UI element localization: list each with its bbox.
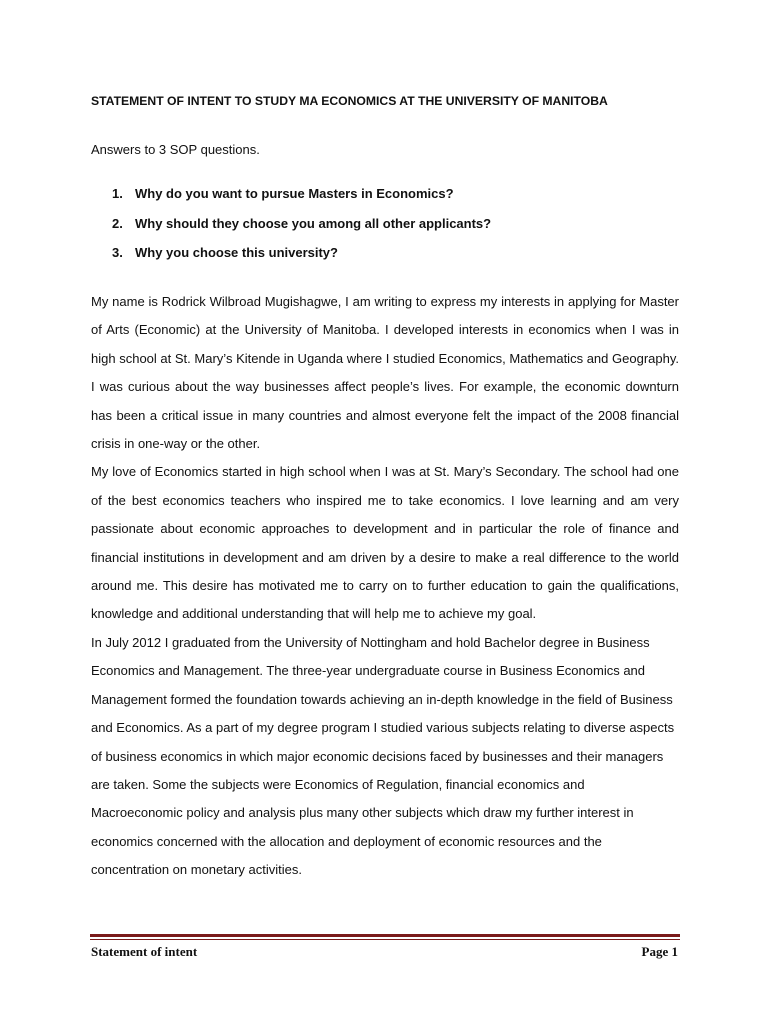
- paragraph-introduction: My name is Rodrick Wilbroad Mugishagwe, I am writing to express my interests in applying for Master of Arts (Economic) at the University of Manitoba. I developed interests in economics when I was in high school at St. Mary’s Kitende in Uganda where I studied Economics, Mathematics and Geography. I was curious about the way businesses affect people’s lives. For example, the economic downturn has been a critical issue in many countries and almost everyone felt the impact of the 2008 financial crisis in one-way or the other.: [91, 294, 679, 452]
- intro-text: Answers to 3 SOP questions.: [91, 142, 260, 157]
- question-text: Why do you want to pursue Masters in Economics?: [135, 186, 454, 201]
- page-number: Page 1: [641, 944, 678, 959]
- question-item: [112, 245, 491, 275]
- paragraph-education: In July 2012 I graduated from the University of Nottingham and hold Bachelor degree in Business Economics and Management. The three-year undergraduate course in Business Economics and Management formed the foundation towards achieving an in-depth knowledge in the field of Business and Economics. As a part of my degree program I studied various subjects relating to diverse aspects of business economics in which major economic decisions faced by businesses and their managers are taken. Some the subjects were Economics of Regulation, financial economics and Macroeconomic policy and analysis plus many other subjects which draw my further interest in economics concerned with the allocation and deployment of economic resources and the concentration on monetary activities.: [91, 634, 675, 878]
- paragraph-motivation: My love of Economics started in high school when I was at St. Mary’s Secondary. The school had one of the best economics teachers who inspired me to take economics. I love learning and am very passionate about economic approaches to development and in particular the role of finance and financial institutions in development and am driven by a desire to make a real difference to the world around me. This desire has motivated me to carry on to further education to gain the qualifications, knowledge and additional understanding that will help me to achieve my goal.: [91, 464, 679, 622]
- question-text: Why should they choose you among all other applicants?: [135, 215, 492, 231]
- question-number: 2.: [112, 215, 123, 231]
- footer-rule-thin: [90, 939, 680, 940]
- question-number: 1.: [112, 186, 123, 201]
- body-text: [91, 288, 679, 885]
- question-number: 3.: [112, 245, 123, 260]
- footer-rule: [90, 934, 680, 937]
- question-item: [112, 216, 491, 246]
- question-text: Why you choose this university?: [135, 245, 338, 260]
- footer-label: Statement of intent: [91, 944, 198, 959]
- question-item: [112, 186, 491, 216]
- document-title: STATEMENT OF INTENT TO STUDY MA ECONOMICS AT THE UNIVERSITY OF MANITOBA: [91, 94, 608, 108]
- question-list: [112, 186, 491, 275]
